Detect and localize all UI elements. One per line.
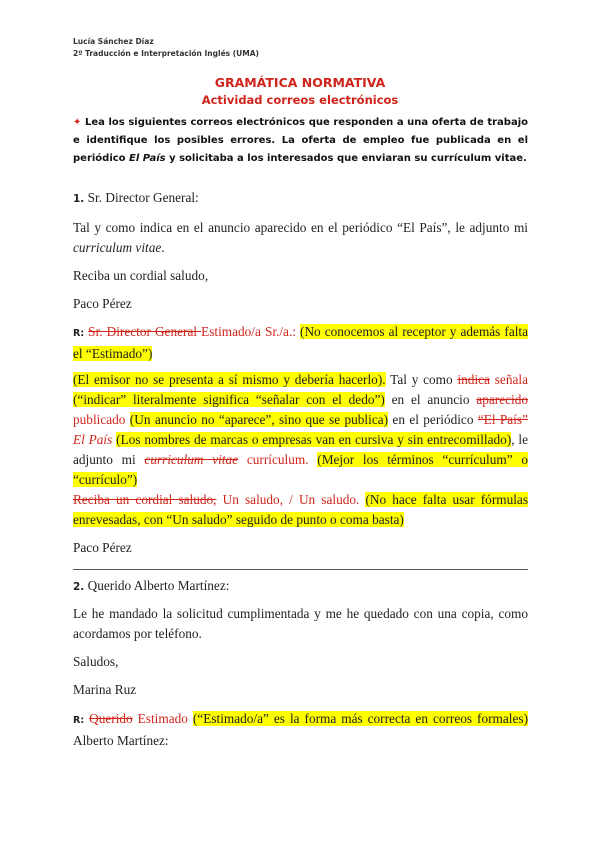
- instructions-text-2: y solicitaba a los interesados que enviaran su currículum vitae.: [165, 153, 527, 164]
- author-header: [73, 36, 259, 60]
- email2-number: 2.: [73, 581, 85, 593]
- author-course: 2º Traducción e Interpretación Inglés (UMA): [73, 49, 259, 58]
- deleted-text: indica: [457, 372, 490, 387]
- answer2-paragraph: [73, 709, 528, 751]
- email2-greeting-text: Querido Alberto Martínez:: [84, 578, 230, 593]
- email1-body-end: .: [161, 240, 165, 255]
- inserted-text: Un saludo, / Un saludo.: [216, 492, 360, 507]
- email2-signature: Marina Ruz: [73, 682, 137, 697]
- deleted-text: Reciba un cordial saludo,: [73, 492, 217, 507]
- instructions-text-1: Lea los siguientes correos electrónicos que responden a una oferta de trabajo e identifique los posibles errores. La oferta de empleo fue publicada en el periódico: [73, 117, 529, 164]
- deleted-text: aparecido: [476, 392, 528, 407]
- plain-text: Tal y como: [385, 372, 458, 387]
- email1-greeting: [73, 188, 528, 209]
- section-divider: [73, 569, 528, 570]
- inserted-text: El País: [73, 432, 113, 447]
- email1-signature: Paco Pérez: [73, 296, 132, 311]
- answer1-paragraph-2: [73, 370, 528, 490]
- correction-note: (El emisor no se presenta a sí mismo y debería hacerlo).: [73, 372, 386, 387]
- inserted-text: Estimado: [132, 711, 188, 726]
- correction-note: (“indicar” literalmente significa “señalar con el dedo”): [73, 392, 385, 407]
- bullet-icon: ✦: [73, 117, 82, 128]
- answer1-paragraph-1: [73, 322, 528, 364]
- answer1-paragraph-3: [73, 490, 528, 530]
- plain-text: , le adjunto mi: [73, 432, 529, 467]
- answer-label: R:: [73, 715, 85, 726]
- author-name: Lucía Sánchez Díaz: [73, 37, 154, 46]
- answer-label: R:: [73, 328, 85, 339]
- correction-note: (“Estimado/a” es la forma más correcta en correos formales): [192, 711, 528, 726]
- email1-number: 1.: [73, 193, 85, 205]
- email2-body: Le he mandado la solicitud cumplimentada y me he quedado con una copia, como acordamos por teléfono.: [73, 606, 528, 641]
- deleted-text: Querido: [89, 711, 133, 726]
- inserted-text: señala: [489, 372, 528, 387]
- deleted-text: curriculum vitae: [144, 452, 239, 467]
- correction-note: (Un anuncio no “aparece”, sino que se publica): [129, 412, 389, 427]
- spacer-text: [309, 452, 318, 467]
- inserted-text: Estimado/a Sr./a.:: [201, 324, 301, 339]
- email1-closing: Reciba un cordial saludo,: [73, 268, 209, 283]
- page-subtitle: Actividad correos electrónicos: [201, 93, 399, 107]
- email1-greeting-text: Sr. Director General:: [84, 190, 199, 205]
- inserted-text: publicado: [73, 412, 126, 427]
- correction-note: (Mejor los términos “currículum” o “currículo”): [73, 452, 528, 487]
- deleted-text: Sr. Director General: [88, 324, 202, 339]
- email2-greeting: [73, 576, 528, 597]
- plain-text: Alberto Martínez:: [73, 733, 169, 748]
- email1-body-text: Tal y como indica en el anuncio aparecido en el periódico “El País”, le adjunto mi: [73, 220, 528, 235]
- page-title: GRAMÁTICA NORMATIVA: [214, 75, 386, 90]
- plain-text: en el periódico: [388, 412, 478, 427]
- email2-closing: Saludos,: [73, 654, 119, 669]
- plain-text: en el anuncio: [384, 392, 477, 407]
- instructions: [73, 114, 528, 168]
- correction-note: (No conocemos al receptor y además falta el “Estimado”): [73, 324, 529, 361]
- correction-note: (Los nombres de marcas o empresas van en cursiva y sin entrecomillado): [116, 432, 512, 447]
- inserted-text: currículum.: [238, 452, 309, 467]
- correction-note: (No hace falta usar fórmulas enrevesadas, con “Un saludo” seguido de punto o coma basta): [73, 492, 529, 527]
- email1-body-cv: curriculum vitae: [73, 240, 162, 255]
- answer1-signature: Paco Pérez: [73, 540, 132, 555]
- email1-body: [73, 218, 528, 258]
- instructions-newspaper: El País: [129, 153, 166, 164]
- deleted-text: “El País”: [477, 412, 528, 427]
